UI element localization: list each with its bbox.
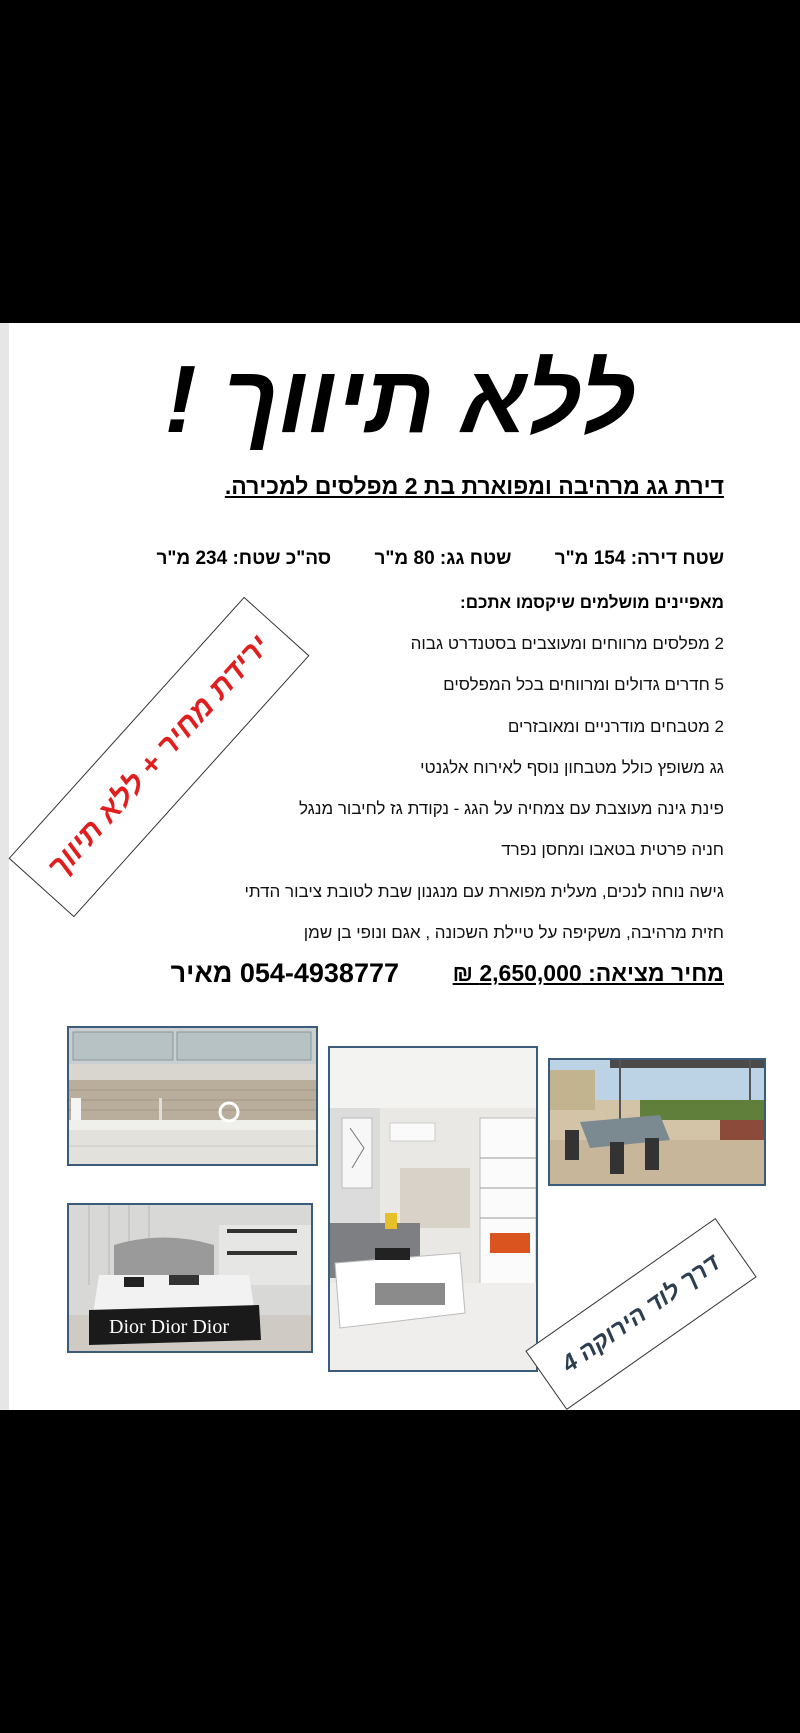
- contact-phone: 054-4938777 מאיר: [170, 958, 399, 988]
- features-list: [244, 630, 724, 960]
- headline: ללא תיווך !: [164, 346, 636, 453]
- apartment-area: שטח דירה: 154 מ"ר: [554, 548, 724, 569]
- living-room-photo: [328, 1046, 538, 1372]
- subtitle: דירת גג מרהיבה ומפוארת בת 2 מפלסים למכירה.: [224, 473, 724, 499]
- feature-item: 5 חדרים גדולים ומרווחים בכל המפלסים: [443, 675, 724, 695]
- kitchen-photo: [67, 1026, 318, 1166]
- feature-item: פינת גינה מעוצבת עם צמחיה על הגג - נקודת גז לחיבור מנגל: [298, 799, 724, 819]
- roof-area: שטח גג: 80 מ"ר: [374, 548, 512, 569]
- page-edge: [0, 323, 9, 1410]
- price: מחיר מציאה: 2,650,000 ₪: [452, 960, 724, 986]
- feature-item: 2 מפלסים מרווחים ומעוצבים בסטנדרט גבוה: [410, 634, 724, 653]
- terrace-photo: [548, 1058, 766, 1186]
- bedroom-photo: [67, 1203, 313, 1353]
- feature-item: 2 מטבחים מודרניים ומאובזרים: [507, 716, 724, 736]
- total-area: סה"כ שטח: 234 מ"ר: [156, 548, 332, 569]
- price-drop-stamp: ירידת מחיר + ללא תיווך: [9, 597, 310, 917]
- price-row: [124, 960, 724, 994]
- address-stamp: דרך לוד הירוקה 4: [525, 1218, 756, 1410]
- feature-item: חזית מרהיבה, משקיפה על טיילת השכונה , אגם ונופי בן שמן: [303, 923, 724, 943]
- feature-item: חניה פרטית בטאבו ומחסן נפרד: [501, 840, 724, 860]
- feature-item: גישה נוחה לנכים, מעלית מפוארת עם מנגנון שבת לטובת ציבור הדתי: [244, 881, 724, 901]
- features-title: מאפיינים מושלמים שיקסמו אתכם:: [460, 593, 724, 612]
- area-summary: [156, 548, 724, 570]
- feature-item: גג משופץ כולל מטבחון נוסף לאירוח אלגנטי: [420, 757, 724, 777]
- bedding-print: Dior Dior Dior: [109, 1316, 229, 1338]
- listing-document: [0, 323, 800, 1410]
